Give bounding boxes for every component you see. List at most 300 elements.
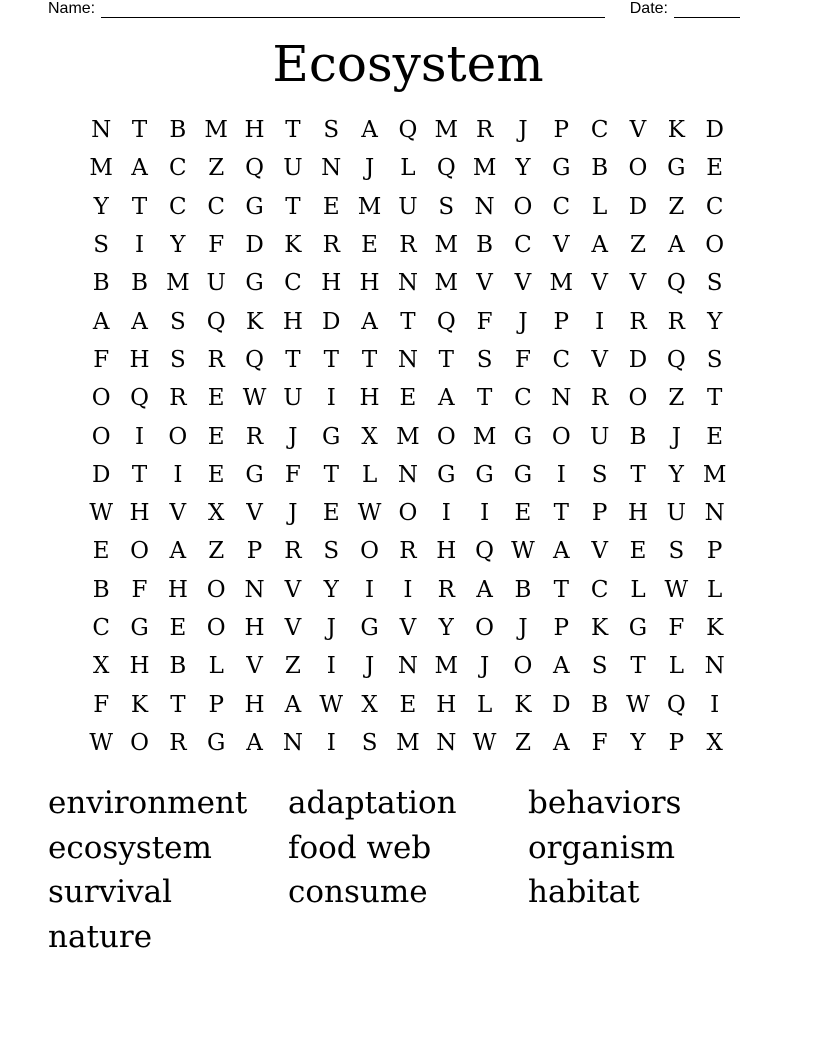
grid-letter[interactable]: P [553, 308, 570, 335]
grid-letter[interactable]: W [664, 576, 689, 603]
grid-letter[interactable]: T [400, 308, 416, 335]
grid-letter[interactable]: D [91, 461, 111, 488]
grid-letter[interactable]: V [169, 500, 187, 527]
grid-letter[interactable]: W [626, 691, 650, 718]
grid-letter[interactable]: O [628, 155, 648, 182]
grid-letter[interactable]: N [282, 729, 303, 756]
grid-letter[interactable]: N [436, 729, 457, 756]
grid-letter[interactable]: C [169, 155, 187, 182]
grid-letter[interactable]: O [206, 615, 226, 641]
grid-letter[interactable]: Z [208, 155, 225, 182]
grid-letter[interactable]: C [169, 193, 187, 220]
grid-letter[interactable]: D [322, 308, 341, 335]
grid-letter[interactable]: Y [668, 461, 684, 488]
grid-letter[interactable]: Z [208, 538, 225, 565]
grid-letter[interactable]: F [476, 308, 493, 335]
grid-letter[interactable]: A [476, 576, 493, 603]
grid-letter[interactable]: M [434, 117, 459, 144]
grid-letter[interactable]: S [668, 538, 685, 565]
grid-letter[interactable]: M [396, 729, 420, 756]
grid-letter[interactable]: D [552, 691, 571, 718]
grid-letter[interactable]: Q [666, 270, 686, 297]
grid-letter[interactable]: S [169, 308, 186, 335]
grid-letter[interactable]: M [434, 653, 459, 680]
grid-letter[interactable]: A [591, 232, 608, 259]
grid-letter[interactable]: E [322, 500, 340, 527]
grid-letter[interactable]: R [590, 385, 609, 412]
word-list [48, 781, 768, 960]
grid-letter[interactable]: V [399, 615, 417, 641]
grid-letter[interactable]: T [630, 461, 646, 488]
grid-letter[interactable]: N [474, 193, 495, 220]
grid-letter[interactable]: S [591, 653, 608, 680]
grid-letter[interactable]: G [245, 461, 264, 488]
grid-letter[interactable]: D [628, 193, 648, 220]
grid-letter[interactable]: T [476, 385, 493, 412]
grid-letter[interactable]: B [169, 117, 187, 144]
grid-letter[interactable]: O [91, 385, 111, 412]
grid-letter[interactable]: D [705, 117, 724, 144]
grid-letter[interactable]: J [364, 155, 375, 182]
grid-letter[interactable]: Z [284, 653, 301, 680]
grid-letter[interactable]: O [130, 538, 149, 565]
grid-letter[interactable]: S [706, 346, 723, 373]
grid-letter[interactable]: Q [666, 691, 686, 718]
grid-letter[interactable]: C [284, 270, 302, 297]
grid-letter[interactable]: B [476, 232, 494, 259]
grid-letter[interactable]: G [245, 193, 264, 220]
grid-letter[interactable]: T [553, 576, 569, 603]
grid-letter[interactable]: K [514, 691, 532, 718]
grid-letter[interactable]: X [706, 729, 723, 756]
grid-letter[interactable]: C [514, 232, 532, 259]
grid-letter[interactable]: L [361, 461, 378, 488]
grid-letter[interactable]: J [671, 423, 681, 450]
grid-letter[interactable]: T [323, 461, 339, 488]
grid-letter[interactable]: N [397, 461, 418, 488]
grid-letter[interactable]: R [169, 729, 187, 756]
grid-letter[interactable]: J [326, 615, 336, 641]
grid-letter[interactable]: M [396, 423, 420, 450]
grid-letter[interactable]: B [131, 270, 148, 297]
grid-letter[interactable]: I [134, 232, 145, 259]
grid-letter[interactable]: D [245, 232, 264, 259]
grid-letter[interactable]: V [514, 270, 532, 297]
grid-letter[interactable]: Z [514, 729, 531, 756]
grid-letter[interactable]: I [595, 308, 605, 335]
grid-letter[interactable]: O [513, 653, 533, 680]
grid-letter[interactable]: H [244, 691, 265, 718]
grid-letter[interactable]: R [475, 117, 494, 144]
grid-letter[interactable]: O [398, 500, 418, 527]
grid-letter[interactable]: E [361, 232, 378, 259]
grid-letter[interactable]: G [360, 615, 379, 641]
grid-letter[interactable]: B [92, 576, 110, 603]
grid-letter[interactable]: A [552, 538, 570, 565]
grid-letter[interactable]: O [206, 576, 226, 603]
grid-letter[interactable]: G [437, 461, 456, 488]
grid-letter[interactable]: A [552, 729, 570, 756]
date-blank-line[interactable] [674, 2, 740, 18]
grid-letter[interactable]: C [590, 576, 609, 603]
grid-letter[interactable]: W [89, 500, 113, 527]
grid-letter[interactable]: J [518, 117, 528, 144]
grid-letter[interactable]: N [704, 653, 725, 680]
grid-letter[interactable]: U [666, 500, 687, 527]
grid-letter[interactable]: F [93, 691, 110, 718]
grid-letter[interactable]: H [359, 385, 380, 412]
grid-letter[interactable]: N [321, 155, 342, 182]
grid-letter[interactable]: U [206, 270, 226, 297]
grid-letter[interactable]: X [208, 500, 225, 527]
grid-letter[interactable]: Z [629, 232, 646, 259]
grid-letter[interactable]: E [207, 423, 225, 450]
grid-letter[interactable]: K [706, 615, 724, 641]
grid-letter[interactable]: S [476, 346, 493, 373]
grid-letter[interactable]: I [326, 729, 336, 756]
word-list-item: food web [288, 829, 432, 866]
grid-letter[interactable]: C [207, 193, 225, 220]
grid-letter[interactable]: T [285, 193, 301, 220]
grid-row [82, 647, 734, 685]
grid-letter[interactable]: L [208, 653, 224, 680]
grid-letter[interactable]: F [514, 346, 531, 373]
grid-letter[interactable]: R [399, 538, 417, 565]
grid-letter[interactable]: W [89, 729, 113, 756]
grid-letter[interactable]: E [399, 691, 417, 718]
grid-letter[interactable]: M [434, 270, 459, 297]
grid-letter[interactable]: R [284, 538, 302, 565]
grid-letter[interactable]: U [398, 193, 418, 220]
grid-letter[interactable]: M [472, 423, 497, 450]
grid-letter[interactable]: P [553, 117, 570, 144]
grid-letter[interactable]: P [208, 691, 224, 718]
grid-letter[interactable]: G [513, 423, 533, 450]
grid-letter[interactable]: Z [668, 193, 685, 220]
grid-letter[interactable]: X [361, 423, 378, 450]
grid-letter[interactable]: R [667, 308, 685, 335]
grid-letter[interactable]: V [591, 538, 608, 565]
grid-letter[interactable]: R [245, 423, 264, 450]
grid-letter[interactable]: L [707, 576, 723, 603]
grid-letter[interactable]: U [283, 155, 303, 182]
grid-letter[interactable]: O [705, 232, 725, 259]
grid-letter[interactable]: S [323, 117, 340, 144]
grid-letter[interactable]: F [668, 615, 685, 641]
grid-letter[interactable]: A [361, 308, 378, 335]
grid-letter[interactable]: Y [515, 155, 531, 182]
grid-letter[interactable]: X [361, 691, 378, 718]
grid-letter[interactable]: J [479, 653, 490, 680]
grid-letter[interactable]: A [131, 308, 148, 335]
grid-letter[interactable]: S [169, 346, 186, 373]
grid-letter[interactable]: J [518, 615, 528, 641]
grid-letter[interactable]: M [702, 461, 727, 488]
grid-letter[interactable]: B [629, 423, 647, 450]
grid-letter[interactable]: L [400, 155, 416, 182]
grid-letter[interactable]: L [592, 193, 608, 220]
grid-letter[interactable]: W [357, 500, 382, 527]
grid-letter[interactable]: G [628, 615, 648, 641]
grid-letter[interactable]: B [591, 155, 609, 182]
grid-letter[interactable]: S [361, 729, 378, 756]
grid-letter[interactable]: C [705, 193, 724, 220]
grid-letter[interactable]: I [710, 691, 720, 718]
grid-letter[interactable]: Y [170, 232, 186, 259]
grid-letter[interactable]: R [399, 232, 417, 259]
grid-letter[interactable]: R [322, 232, 340, 259]
date-field [630, 0, 740, 18]
grid-letter[interactable]: I [403, 576, 413, 603]
grid-letter[interactable]: T [361, 346, 378, 373]
grid-letter[interactable]: G [667, 155, 686, 182]
grid-letter[interactable]: E [399, 385, 417, 412]
grid-letter[interactable]: G [552, 155, 571, 182]
grid-letter[interactable]: T [438, 346, 454, 373]
grid-letter[interactable]: I [441, 500, 451, 527]
grid-letter[interactable]: E [514, 500, 532, 527]
grid-letter[interactable]: Q [666, 346, 686, 373]
grid-letter[interactable]: M [166, 270, 190, 297]
grid-letter[interactable]: Y [323, 576, 339, 603]
grid-letter[interactable]: Q [398, 117, 418, 144]
grid-letter[interactable]: V [284, 615, 302, 641]
grid-letter[interactable]: N [397, 346, 418, 373]
grid-letter[interactable]: B [591, 691, 609, 718]
grid-letter[interactable]: P [553, 615, 570, 641]
grid-letter[interactable]: T [707, 385, 723, 412]
grid-letter[interactable]: V [629, 270, 647, 297]
grid-letter[interactable]: H [129, 346, 150, 373]
grid-letter[interactable]: A [361, 117, 378, 144]
grid-letter[interactable]: T [131, 117, 148, 144]
grid-letter[interactable]: H [321, 270, 342, 297]
grid-letter[interactable]: M [89, 155, 113, 182]
grid-letter[interactable]: W [319, 691, 344, 718]
grid-letter[interactable]: I [173, 461, 183, 488]
grid-letter[interactable]: G [513, 461, 533, 488]
grid-letter[interactable]: P [591, 500, 608, 527]
grid-letter[interactable]: Y [630, 729, 646, 756]
grid-letter[interactable]: C [514, 385, 532, 412]
grid-letter[interactable]: V [246, 500, 263, 527]
grid-letter[interactable]: C [92, 615, 110, 641]
grid-letter[interactable]: Y [707, 308, 723, 335]
grid-letter[interactable]: U [283, 385, 303, 412]
grid-letter[interactable]: I [556, 461, 566, 488]
grid-letter[interactable]: G [322, 423, 341, 450]
grid-letter[interactable]: L [668, 653, 684, 680]
grid-letter[interactable]: T [630, 653, 646, 680]
grid-letter[interactable]: P [246, 538, 263, 565]
grid-letter[interactable]: S [93, 232, 110, 259]
grid-row [82, 264, 734, 302]
grid-letter[interactable]: R [437, 576, 455, 603]
grid-letter[interactable]: B [169, 653, 187, 680]
grid-letter[interactable]: R [169, 385, 187, 412]
grid-letter[interactable]: R [207, 346, 225, 373]
grid-letter[interactable]: E [322, 193, 340, 220]
grid-letter[interactable]: V [552, 232, 570, 259]
grid-letter[interactable]: G [475, 461, 494, 488]
grid-letter[interactable]: O [360, 538, 379, 565]
grid-row [82, 417, 734, 455]
grid-letter[interactable]: N [397, 270, 418, 297]
grid-letter[interactable]: B [514, 576, 532, 603]
grid-letter[interactable]: V [284, 576, 302, 603]
name-blank-line[interactable] [101, 2, 605, 18]
grid-letter[interactable]: J [518, 308, 528, 335]
grid-letter[interactable]: V [476, 270, 493, 297]
grid-letter[interactable]: A [668, 232, 685, 259]
grid-letter[interactable]: M [549, 270, 574, 297]
grid-letter[interactable]: H [244, 615, 265, 641]
grid-letter[interactable]: C [552, 346, 571, 373]
grid-letter[interactable]: Q [436, 155, 456, 182]
grid-letter[interactable]: O [436, 423, 456, 450]
grid-letter[interactable]: C [552, 193, 571, 220]
grid-letter[interactable]: A [437, 385, 455, 412]
grid-letter[interactable]: H [436, 691, 457, 718]
grid-letter[interactable]: C [590, 117, 609, 144]
grid-letter[interactable]: M [204, 117, 228, 144]
grid-letter[interactable]: H [244, 117, 265, 144]
grid-letter[interactable]: F [591, 729, 608, 756]
grid-letter[interactable]: T [131, 193, 148, 220]
grid-letter[interactable]: H [167, 576, 188, 603]
grid-letter[interactable]: W [242, 385, 267, 412]
grid-letter[interactable]: E [207, 461, 225, 488]
grid-letter[interactable]: I [326, 653, 336, 680]
grid-letter[interactable]: H [359, 270, 380, 297]
grid-letter[interactable]: S [438, 193, 455, 220]
grid-letter[interactable]: V [591, 270, 608, 297]
grid-letter[interactable]: I [326, 385, 336, 412]
grid-letter[interactable]: X [92, 653, 110, 680]
grid-letter[interactable]: S [323, 538, 340, 565]
grid-letter[interactable]: H [282, 308, 303, 335]
grid-letter[interactable]: O [130, 729, 149, 756]
grid-letter[interactable]: E [207, 385, 225, 412]
grid-row [82, 532, 734, 570]
grid-letter[interactable]: T [323, 346, 339, 373]
grid-letter[interactable]: E [706, 155, 724, 182]
grid-letter[interactable]: H [627, 500, 649, 527]
grid-letter[interactable]: S [591, 461, 608, 488]
word-list-item: environment [48, 785, 248, 821]
word-list-item: behaviors [528, 785, 682, 821]
grid-letter[interactable]: G [245, 270, 264, 297]
grid-letter[interactable]: S [706, 270, 723, 297]
grid-letter[interactable]: H [129, 653, 150, 680]
grid-letter[interactable]: M [357, 193, 382, 220]
grid-letter[interactable]: H [436, 538, 457, 565]
grid-letter[interactable]: V [591, 346, 608, 373]
grid-letter[interactable]: D [628, 346, 648, 373]
grid-letter[interactable]: H [129, 500, 150, 527]
grid-letter[interactable]: R [629, 308, 647, 335]
grid-letter[interactable]: J [288, 500, 298, 527]
grid-letter[interactable]: L [476, 691, 493, 718]
grid-letter[interactable]: G [207, 729, 226, 756]
grid-letter[interactable]: N [551, 385, 572, 412]
grid-letter[interactable]: Y [93, 193, 109, 220]
grid-letter[interactable]: A [92, 308, 110, 335]
grid-letter[interactable]: T [285, 346, 301, 373]
grid-letter[interactable]: K [245, 308, 264, 335]
grid-letter[interactable]: Y [438, 615, 454, 641]
grid-letter[interactable]: A [246, 729, 263, 756]
grid-letter[interactable]: O [91, 423, 111, 450]
grid-letter[interactable]: A [169, 538, 187, 565]
grid-letter[interactable]: O [551, 423, 571, 450]
grid-letter[interactable]: T [131, 461, 148, 488]
grid-letter[interactable]: J [288, 423, 298, 450]
grid-letter[interactable]: Q [245, 155, 264, 182]
grid-letter[interactable]: F [208, 232, 225, 259]
grid-letter[interactable]: W [511, 538, 535, 565]
grid-letter[interactable]: O [513, 193, 533, 220]
grid-letter[interactable]: O [628, 385, 648, 412]
grid-letter[interactable]: L [630, 576, 646, 603]
grid-letter[interactable]: E [629, 538, 647, 565]
grid-letter[interactable]: E [706, 423, 724, 450]
grid-letter[interactable]: A [131, 155, 148, 182]
grid-letter[interactable]: P [706, 538, 723, 565]
grid-letter[interactable]: W [472, 729, 497, 756]
grid-letter[interactable]: G [130, 615, 149, 641]
grid-letter[interactable]: V [246, 653, 263, 680]
grid-letter[interactable]: Q [436, 308, 456, 335]
grid-letter[interactable]: P [668, 729, 685, 756]
grid-letter[interactable]: A [552, 653, 570, 680]
grid-letter[interactable]: F [93, 346, 110, 373]
grid-letter[interactable]: V [629, 117, 647, 144]
grid-letter[interactable]: Z [668, 385, 685, 412]
grid-letter[interactable]: I [365, 576, 375, 603]
grid-letter[interactable]: F [131, 576, 148, 603]
grid-letter[interactable]: K [667, 117, 685, 144]
grid-letter[interactable]: Q [206, 308, 226, 335]
grid-letter[interactable]: T [170, 691, 186, 718]
grid-letter[interactable]: Q [245, 346, 264, 373]
grid-letter[interactable]: I [134, 423, 145, 450]
grid-letter[interactable]: K [284, 232, 302, 259]
grid-letter[interactable]: N [704, 500, 725, 527]
grid-letter[interactable]: K [130, 691, 149, 718]
grid-letter[interactable]: M [434, 232, 459, 259]
grid-letter[interactable]: Q [475, 538, 495, 565]
grid-letter[interactable]: M [472, 155, 497, 182]
grid-letter[interactable]: J [364, 653, 375, 680]
grid-letter[interactable]: I [480, 500, 490, 527]
grid-letter[interactable]: Q [130, 385, 149, 412]
grid-letter[interactable]: E [169, 615, 187, 641]
grid-letter[interactable]: U [589, 423, 610, 450]
grid-letter[interactable]: F [284, 461, 301, 488]
grid-letter[interactable]: O [475, 615, 495, 641]
grid-letter[interactable]: A [284, 691, 302, 718]
grid-letter[interactable]: N [397, 653, 418, 680]
grid-letter[interactable]: N [244, 576, 265, 603]
grid-letter[interactable]: T [553, 500, 569, 527]
grid-letter[interactable]: B [92, 270, 110, 297]
grid-letter[interactable]: T [285, 117, 301, 144]
grid-letter[interactable]: N [91, 117, 112, 144]
grid-letter[interactable]: E [92, 538, 110, 565]
grid-letter[interactable]: K [591, 615, 609, 641]
grid-letter[interactable]: O [168, 423, 188, 450]
